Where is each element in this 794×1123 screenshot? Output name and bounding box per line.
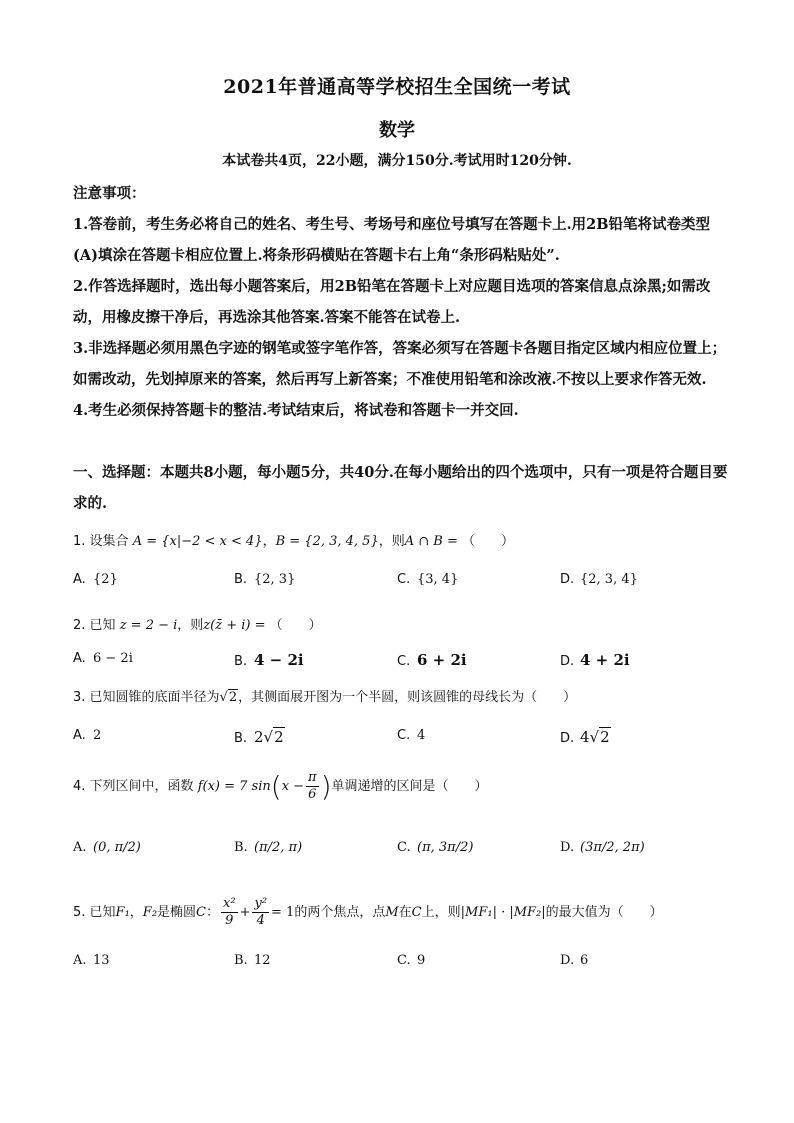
q1-prefix: 1. 设集合 [73,534,129,549]
option-value: 4 − 2i [254,651,304,669]
q4-suffix: 单调递增的区间是（ ） [331,779,488,794]
q5-mid2: 的两个焦点，点 [294,905,386,920]
q2-then: ，则 [177,618,204,633]
left-paren: ( [270,770,282,803]
q3-prefix: 3. 已知圆锥的底面半径为 [73,690,220,705]
q4-option-b [234,840,302,855]
option-letter: A. [73,651,86,666]
q5-mid: 是椭圆 [157,905,197,920]
q4-prefix: 4. 下列区间中，函数 [73,779,194,794]
q2-option-a [73,651,133,666]
q5-plus: + [239,905,251,920]
option-value: (0, π/2) [93,840,141,855]
option-value: 2√2 [254,728,284,746]
q5-prefix: 5. 已知 [73,905,116,920]
coef: 4 [580,728,590,746]
option-value: {2, 3, 4} [580,572,638,587]
question-1 [73,530,514,549]
option-value: 6 [580,953,589,968]
option-letter: C. [397,728,411,743]
option-letter: C. [397,654,411,669]
option-value: (π, 3π/2) [417,840,474,855]
option-value: 6 + 2i [417,651,467,669]
q4-option-c [397,840,473,855]
q1-option-d [560,572,638,587]
q1-option-a [73,572,118,587]
option-letter: D. [560,654,575,669]
q4-option-d [560,840,645,855]
option-value: 4 + 2i [580,651,630,669]
question-5 [73,896,663,929]
q5-eq: = 1 [271,905,295,920]
right-paren: ) [320,770,332,803]
q3-suffix: ，其侧面展开图为一个半圆，则该圆锥的母线长为（ ） [238,690,577,705]
option-letter: A. [73,572,86,587]
q2-given: z = 2 − i [119,618,178,633]
option-letter: D. [560,953,575,968]
q3-option-a [73,728,101,743]
q4-func: f(x) = 7 sin [197,779,271,794]
q4-fraction [306,770,319,803]
subject-heading: 数学 [379,120,415,141]
option-value: 4 [417,728,426,743]
exam-title: 2021年普通高等学校招生全国统一考试 [223,76,571,98]
q1-paren: （ ） [462,534,515,549]
q5-suffix: 的最大值为（ ） [545,905,663,920]
option-value: 9 [417,953,426,968]
option-letter: A. [73,728,86,743]
section-text: 一、选择题：本题共8小题，每小题5分，共40分.在每小题给出的四个选项中，只有一项是符合题目要求的. [73,464,728,512]
note-item: 1.答卷前，考生务必将自己的姓名、考生号、考场号和座位号填写在答题卡上.用2B铅笔将试卷类型(A)填涂在答题卡相应位置上.将条形码横贴在答题卡右上角“条形码粘贴处”. [73,216,711,264]
q5-mid4: 上，则 [421,905,461,920]
q5-f2: F₂ [142,905,158,920]
q5-frac-y [252,896,269,929]
q3-option-c [397,728,425,743]
note-item: 2.作答选择题时，选出每小题答案后，用2B铅笔在答题卡上对应题目选项的答案信息点涂黑;如需改动，用橡皮擦干净后，再选涂其他答案.答案不能答在试卷上. [73,278,711,326]
q5-colon: ： [206,905,220,920]
q5-frac-x [221,896,238,929]
radicand: 2 [274,728,284,746]
q1-sep: ， [262,534,276,549]
option-value: 12 [254,953,271,968]
question-3 [73,686,576,705]
q5-option-b [234,953,271,968]
option-value: {2} [93,572,118,587]
option-value: (π/2, π) [254,840,303,855]
option-value: {2, 3} [254,572,296,587]
option-letter: A. [73,840,87,855]
q5-m: M [385,905,399,920]
notes-heading: 注意事项： [73,185,146,202]
numerator: y² [254,896,268,911]
option-letter: B. [234,840,248,855]
exam-info: 本试卷共4页，22小题，满分150分.考试用时120分钟. [222,153,572,169]
option-letter: C. [397,840,411,855]
q5-option-c [397,953,425,968]
q5-mid3: 在 [398,905,412,920]
option-value: 13 [93,953,110,968]
option-value: {3, 4} [417,572,459,587]
coef: 2 [254,728,264,746]
q2-expr: z(z̄ + i) = [203,618,270,633]
q2-prefix: 2. 已知 [73,618,116,633]
q2-option-d [560,651,630,669]
q5-f1: F₁ [115,905,130,920]
q5-option-a [73,953,110,968]
q2-paren: （ ） [269,618,322,633]
q2-option-c [397,651,467,669]
option-value: 6 − 2i [93,651,133,666]
q4-arg-left: x − [281,779,305,794]
option-letter: B. [234,572,248,587]
radicand: 2 [228,690,238,705]
denominator: 6 [308,787,317,802]
q2-option-b [234,651,304,669]
q3-radical: √2 [219,690,238,705]
q3-option-d [560,728,611,746]
q1-then: ，则 [378,534,405,549]
q5-option-d [560,953,588,968]
question-2 [73,614,322,633]
option-letter: B. [234,731,248,746]
option-letter: C. [397,572,411,587]
option-letter: B. [234,953,248,968]
option-letter: D. [560,572,575,587]
q3-option-b [234,728,285,746]
option-value: (3π/2, 2π) [580,840,645,855]
note-item: 3.非选择题必须用黑色字迹的钢笔或签字笔作答，答案必须写在答题卡各题目指定区域内相应位置上；如需改动，先划掉原来的答案，然后再写上新答案；不准使用铅笔和涂改液.不按以上要求作答无效. [73,340,727,388]
numerator: π [308,770,317,785]
q1-option-c [397,572,458,587]
option-value: 4√2 [580,728,610,746]
note-item: 4.考生必须保持答题卡的整洁.考试结束后，将试卷和答题卡一并交回. [73,402,519,419]
option-value: 2 [93,728,102,743]
q4-option-a [73,840,141,855]
radicand: 2 [600,728,610,746]
q5-c2: C [411,905,422,920]
q1-set-b: B = {2, 3, 4, 5} [275,534,379,549]
q5-c: C [196,905,206,920]
question-4 [73,770,488,803]
option-letter: D. [560,731,575,746]
option-letter: A. [73,953,87,968]
q5-comma: ， [129,905,143,920]
section-heading [73,457,728,519]
option-letter: D. [560,840,575,855]
q1-expr: A ∩ B = [404,534,463,549]
q5-prod: |MF₁| · |MF₂| [460,905,546,920]
denominator: 4 [256,913,265,928]
notes-list [73,209,728,426]
option-letter: B. [234,654,248,669]
numerator: x² [223,896,236,911]
denominator: 9 [225,913,234,928]
q1-set-a: A = {x|−2 < x < 4} [132,534,263,549]
q1-option-b [234,572,295,587]
option-letter: C. [397,953,411,968]
